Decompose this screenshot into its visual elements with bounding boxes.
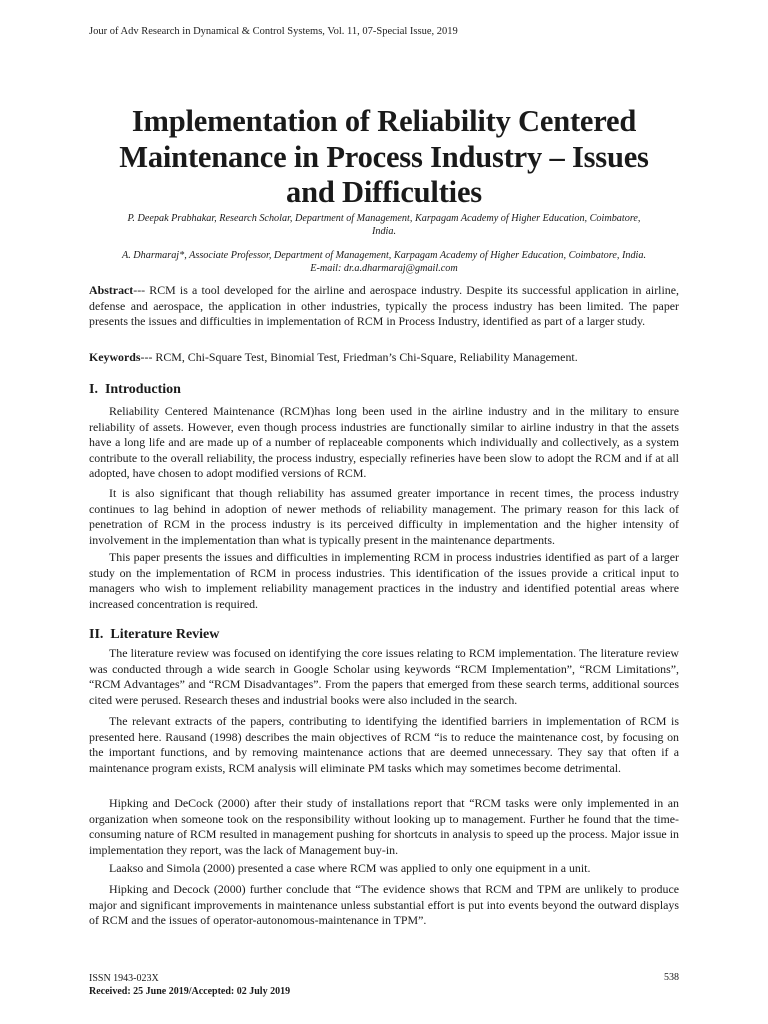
introduction-paragraph-1	[89, 404, 679, 482]
abstract-text: --- RCM is a tool developed for the airline and aerospace industry. Despite its successful application in airline, defense and aerospace, the application in other industries, typically the process industry has been limited. The paper presents the issues and difficulties in implementation of RCM in Process Industry, identified as part of a larger study.	[89, 283, 679, 329]
paper-title	[60, 104, 708, 211]
section-heading-introduction: I. Introduction	[89, 382, 181, 397]
page-footer	[89, 972, 290, 998]
keywords-label: Keywords	[89, 350, 141, 364]
author-affiliation-1	[60, 213, 708, 238]
author-affiliation-2	[60, 250, 708, 275]
literature-paragraph-5	[89, 882, 679, 929]
paragraph: Reliability Centered Maintenance (RCM)has long been used in the airline industry and in the military to ensure reliability of assets. However, even though process industries are functionally similar to airline industry in that the assets have a long life and are made up of a number of replaceable components which individually and collectively, as a system contribute to the overall reliability, the process industry, especially refineries have been slow to adopt the RCM and if at all adopted, have chosen to adopt modified versions of RCM.	[89, 404, 679, 481]
keywords	[89, 350, 679, 366]
author-line: A. Dharmaraj*, Associate Professor, Department of Management, Karpagam Academy of Higher Education, Coimbatore, India.	[121, 250, 647, 261]
author-line: India.	[371, 225, 397, 237]
literature-paragraph-1	[89, 646, 679, 708]
author-email: E-mail: dr.a.dharmaraj@gmail.com	[310, 262, 458, 274]
paragraph: The relevant extracts of the papers, contributing to identifying the identified barriers in implementation of RCM is presented here. Rausand (1998) describes the main objectives of RCM “is to reduce the maintenance cost, by focusing on the important functions, and by removing maintenance actions that are deemed unnecessary. They say that often if a maintenance program exists, RCM analysis will eliminate PM tasks which may sometimes become detrimental.	[89, 714, 679, 775]
abstract-label: Abstract	[89, 283, 134, 297]
section-heading-literature-review: II. Literature Review	[89, 627, 220, 642]
running-head: Jour of Adv Research in Dynamical & Control Systems, Vol. 11, 07-Special Issue, 2019	[89, 26, 458, 37]
literature-paragraph-2	[89, 714, 679, 776]
paragraph: It is also significant that though reliability has assumed greater importance in recent times, the process industry continues to lag behind in adoption of newer methods of reliability management. The primary reason for this lack of penetration of RCM in the process industry is its perceived difficulty in implementation and the higher intensity of involvement in the implementation than what is typically present in the maintenance departments.	[89, 486, 679, 547]
paragraph: Hipking and Decock (2000) further conclude that “The evidence shows that RCM and TPM are unlikely to produce major and significant improvements in maintenance unless substantial effort is put into events beyond the outward displays of RCM and the issues of operator-autonomous-maintenance in TPM”.	[89, 882, 679, 928]
paragraph: Hipking and DeCock (2000) after their study of installations report that “RCM tasks were only implemented in an organization when someone took on the responsibility without looking up to management. Further he found that the time-consuming nature of RCM resulted in management pushing for shortcuts in analysis to speed up the process. Major issue in implementation they report, was the lack of Management buy-in.	[89, 796, 679, 857]
paragraph: This paper presents the issues and difficulties in implementing RCM in process industries identified as part of a larger study on the implementation of RCM in process industries. This identification of the issues provide a critical input to managers who wish to implement reliability management practices in the industry and identified potential areas where increased concentration is required.	[89, 550, 679, 611]
paragraph: Laakso and Simola (2000) presented a case where RCM was applied to only one equipment in a unit.	[109, 861, 591, 875]
abstract	[89, 283, 679, 330]
received-accepted-dates: Received: 25 June 2019/Accepted: 02 July 2019	[89, 986, 291, 997]
introduction-paragraph-3	[89, 550, 679, 612]
literature-paragraph-4	[89, 861, 679, 877]
author-line: P. Deepak Prabhakar, Research Scholar, Department of Management, Karpagam Academy of Higher Education, Coimbatore,	[127, 213, 641, 224]
issn: ISSN 1943-023X	[89, 973, 159, 984]
literature-paragraph-3	[89, 796, 679, 858]
title-line: and Difficulties	[286, 175, 482, 209]
keywords-text: --- RCM, Chi-Square Test, Binomial Test, Friedman’s Chi-Square, Reliability Management.	[140, 350, 578, 364]
paragraph: The literature review was focused on identifying the core issues relating to RCM implementation. The literature review was conducted through a wide search in Google Scholar using keywords “RCM Implementation”, “RCM Limitations”, “RCM Advantages” and “RCM Disadvantages”. From the papers that emerged from these search terms, additional sources cited were perused. Research theses and industrial books were also included in the search.	[89, 646, 679, 707]
page-number: 538	[664, 972, 679, 983]
abstract-paragraph	[89, 283, 679, 330]
keywords-paragraph	[89, 350, 679, 366]
title-line: Implementation of Reliability Centered	[131, 104, 637, 138]
introduction-paragraph-2	[89, 486, 679, 548]
title-line: Maintenance in Process Industry – Issues	[119, 139, 649, 174]
